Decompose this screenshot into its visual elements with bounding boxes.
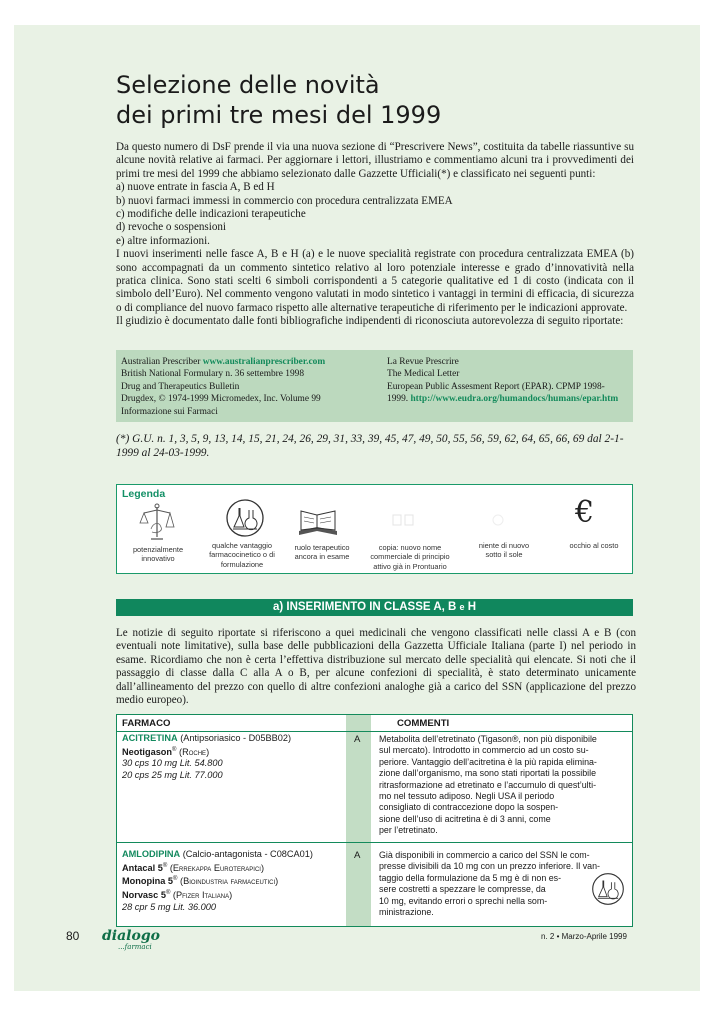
dose-line: 28 cpr 5 mg Lit. 36.000 <box>122 902 216 912</box>
header-farmaco: FARMACO <box>122 718 171 729</box>
intro-list-item: d) revoche o sospensioni <box>116 221 226 234</box>
brand-name: Neotigason <box>122 746 173 757</box>
comment-line: ministrazione. <box>379 907 434 918</box>
table-row-drug <box>122 849 313 914</box>
comment-line: zione dall’organismo, ma sono stati riportati la possibile <box>379 768 597 779</box>
comment-line: presse divisibili da 10 mg con un prezzo inferiore. Il van- <box>379 861 600 872</box>
comment-line: periore. Vantaggio dell’acitretina è la più rapida elimina- <box>379 756 597 767</box>
section-title-end: H <box>464 601 477 613</box>
brand-company: Roche <box>182 746 207 757</box>
comment-line: Metabolita dell’etretinato (Tigason®, non più disponibile <box>379 734 597 744</box>
flask-icon <box>225 498 265 538</box>
brand-name: Norvasc 5 <box>122 890 166 901</box>
title-line-1: Selezione delle novità <box>116 71 380 99</box>
drug-description: (Antipsoriasico - D05BB02) <box>177 733 291 743</box>
page-title <box>116 70 656 130</box>
header-divider <box>117 731 632 732</box>
brand-line: Neotigason® (Roche) <box>122 746 210 757</box>
comment-line: ritrasformazione ad etretinato e l’accumulo di quest’ulti- <box>379 779 597 790</box>
source-link[interactable]: www.australianprescriber.com <box>202 357 326 367</box>
legend-label: niente di nuovo sotto il sole <box>478 541 530 560</box>
brand-line: Monopina 5® (Bioindustria farmaceutici) <box>122 876 279 887</box>
brand-name: Monopina 5 <box>122 876 174 887</box>
intro-paragraph: Il giudizio è documentato dalle fonti bibliografiche indipendenti di riconosciuta autorevolezza di seguito riportate: <box>116 315 624 328</box>
section-title-small: e <box>459 602 465 612</box>
source-item <box>121 356 325 368</box>
source-item: Drug and Therapeutics Bulletin <box>121 381 240 392</box>
brand-company: Errekappa Euroterapici <box>172 862 261 873</box>
sources-left <box>121 356 325 418</box>
sources-box <box>116 350 633 422</box>
book-icon <box>295 501 341 541</box>
intro-list-item: c) modifiche delle indicazioni terapeutiche <box>116 208 306 221</box>
drug-description: (Calcio-antagonista - C08CA01) <box>180 849 313 859</box>
section-paragraph-text: Le notizie di seguito riportate si riferiscono a quei medicinali che vengono classificati nelle classi A e B (con eventuali note limitative), sulla base delle pubblicazioni della Gazzetta Ufficiale Italiana (parte I) nel periodo in esame. Ricordiamo che non è certa l’effettiva distribuzione sul mercato delle specialità qui elencate. Si noti che il passaggio di classe dalla C alla A o B, per alcune confezioni di specialità, è stato determinato unicamente dall’allineamento del prezzo con quello di altre confezioni analoghe già a carico del SSN (applicazione del prezzo medio europeo). <box>116 627 636 707</box>
source-item: The Medical Letter <box>387 369 460 380</box>
source-item: European Public Assesment Report (EPAR). CPMP 1998- <box>387 381 605 392</box>
brand-name: Antacal 5 <box>122 862 163 873</box>
page-number: 80 <box>66 929 80 943</box>
dose-line: 30 cps 10 mg Lit. 54.800 <box>122 758 223 769</box>
dialogo-logo <box>102 929 160 951</box>
scale-icon <box>137 501 177 543</box>
drug-name: AMLODIPINA <box>122 849 181 859</box>
dose-line: 20 cps 25 mg Lit. 77.000 <box>122 770 223 781</box>
legend-title: Legenda <box>122 488 166 500</box>
header-commenti: COMMENTI <box>397 718 450 729</box>
intro-paragraph: I nuovi inserimenti nelle fasce A, B e H (a) e le nuove specialità registrate con procedura centralizzata EMEA (b) sono accompagnati da un commento sintetico relativo al loro potenziale interesse e grado d’innovatività nella pratica clinica. Sono stati scelti 6 simboli corrispondenti a 5 categorie qualitative ed 1 di costo (indicata con il simbolo dell’Euro). Nel commento vengono valutati in modo sintetico i vantaggi in termini di efficacia, di sicurezza o di compliance del nuovo farmaco rispetto alle alternative terapeutiche di riferimento per le indicazioni approvate. <box>116 248 634 314</box>
legend-box <box>116 484 633 574</box>
row-divider <box>117 842 632 843</box>
class-column <box>346 715 371 926</box>
flask-icon <box>591 872 625 906</box>
comment-line: sione dell’uso di acitretina è di 3 anni, come <box>379 813 551 824</box>
sun-icon <box>483 507 513 533</box>
drug-name: ACITRETINA <box>122 733 178 743</box>
comment-line: mo nel tessuto adiposo. Negli USA il periodo <box>379 791 555 802</box>
intro-list-item: a) nuove entrate in fascia A, B ed H <box>116 181 275 194</box>
source-item: Drugdex, © 1974-1999 Micromedex, Inc. Volume 99 <box>121 394 321 405</box>
gazzetta-note: (*) G.U. n. 1, 3, 5, 9, 13, 14, 15, 21, 24, 26, 29, 31, 33, 39, 45, 47, 49, 50, 55, 56, 59, 62, 64, 65, 66, 69 dal 2-1-1999 al 24-03-1999. <box>116 433 624 459</box>
euro-icon: € <box>575 495 595 530</box>
intro-list-item: e) altre informazioni. <box>116 234 210 247</box>
section-paragraph <box>116 627 636 707</box>
comment-line: sere costretti a spezzare le compresse, da <box>379 884 546 895</box>
intro-text <box>116 141 634 329</box>
source-item: La Revue Prescrire <box>387 357 459 367</box>
intro-list-item: b) nuovi farmaci immessi in commercio con procedura centralizzata EMEA <box>116 194 453 207</box>
sources-right <box>387 356 618 406</box>
source-item <box>387 393 618 405</box>
class-letter: A <box>354 734 361 745</box>
source-text: 1999. <box>387 394 411 405</box>
brand-line: Antacal 5® (Errekappa Euroterapici) <box>122 862 265 873</box>
section-header <box>116 599 633 616</box>
brand-company: Pfizer Italiana <box>175 890 230 901</box>
section-title: a) INSERIMENTO IN CLASSE A, B <box>272 601 460 613</box>
comment-line: Già disponibili in commercio a carico del SSN le com- <box>379 850 590 860</box>
brand-line: Norvasc 5® (Pfizer Italiana) <box>122 890 233 901</box>
issue-info: n. 2 • Marzo-Aprile 1999 <box>541 932 627 941</box>
table-row-drug <box>122 733 291 782</box>
comment-line: 10 mg, evitando errori o sprechi nella som- <box>379 895 548 906</box>
source-link[interactable]: http://www.eudra.org/humandocs/humans/epar.htm <box>410 394 619 405</box>
comment-line: taggio della formulazione da 5 mg è di non es- <box>379 872 562 883</box>
legend-label: occhio al costo <box>569 541 619 550</box>
comment-line: per l’etretinato. <box>379 825 438 836</box>
intro-paragraph: Da questo numero di DsF prende il via una nuova sezione di “Prescrivere News”, costituita da tabelle riassuntive su alcune novità relative ai farmaci. Per aggiornare i lettori, illustriamo e commentiamo alcuni tra i provvedimenti dei primi tre mesi del 1999 che abbiamo selezionato dalle Gazzette Ufficiali(*) e classificato nei seguenti punti: <box>116 141 634 180</box>
source-item: Informazione sui Farmaci <box>121 406 218 417</box>
legend-label: qualche vantaggio farmacocinetico o di formulazione <box>209 541 275 569</box>
source-text: Australian Prescriber <box>121 357 203 367</box>
source-item: British National Formulary n. 36 settembre 1998 <box>121 369 305 380</box>
comment-line: sul mercato). Introdotto in commercio ad un costo su- <box>379 745 589 756</box>
logo-subtext: ...farmaci <box>118 943 152 951</box>
class-letter: A <box>354 850 361 861</box>
comment-cell <box>379 734 629 837</box>
legend-label: potenzialmente innovativo <box>132 545 184 564</box>
logo-text: dialogo <box>102 928 160 944</box>
comment-line: consigliato di contraccezione dopo la sospen- <box>379 802 559 813</box>
copy-icon <box>389 509 419 533</box>
brand-company: Bioindustria farmaceutici <box>183 876 276 887</box>
legend-label: ruolo terapeutico ancora in esame <box>294 543 350 562</box>
title-line-2: dei primi tre mesi del 1999 <box>116 101 442 129</box>
legend-label: copia: nuovo nome commerciale di principio attivo già in Prontuario <box>370 543 450 571</box>
drug-table <box>116 714 633 927</box>
